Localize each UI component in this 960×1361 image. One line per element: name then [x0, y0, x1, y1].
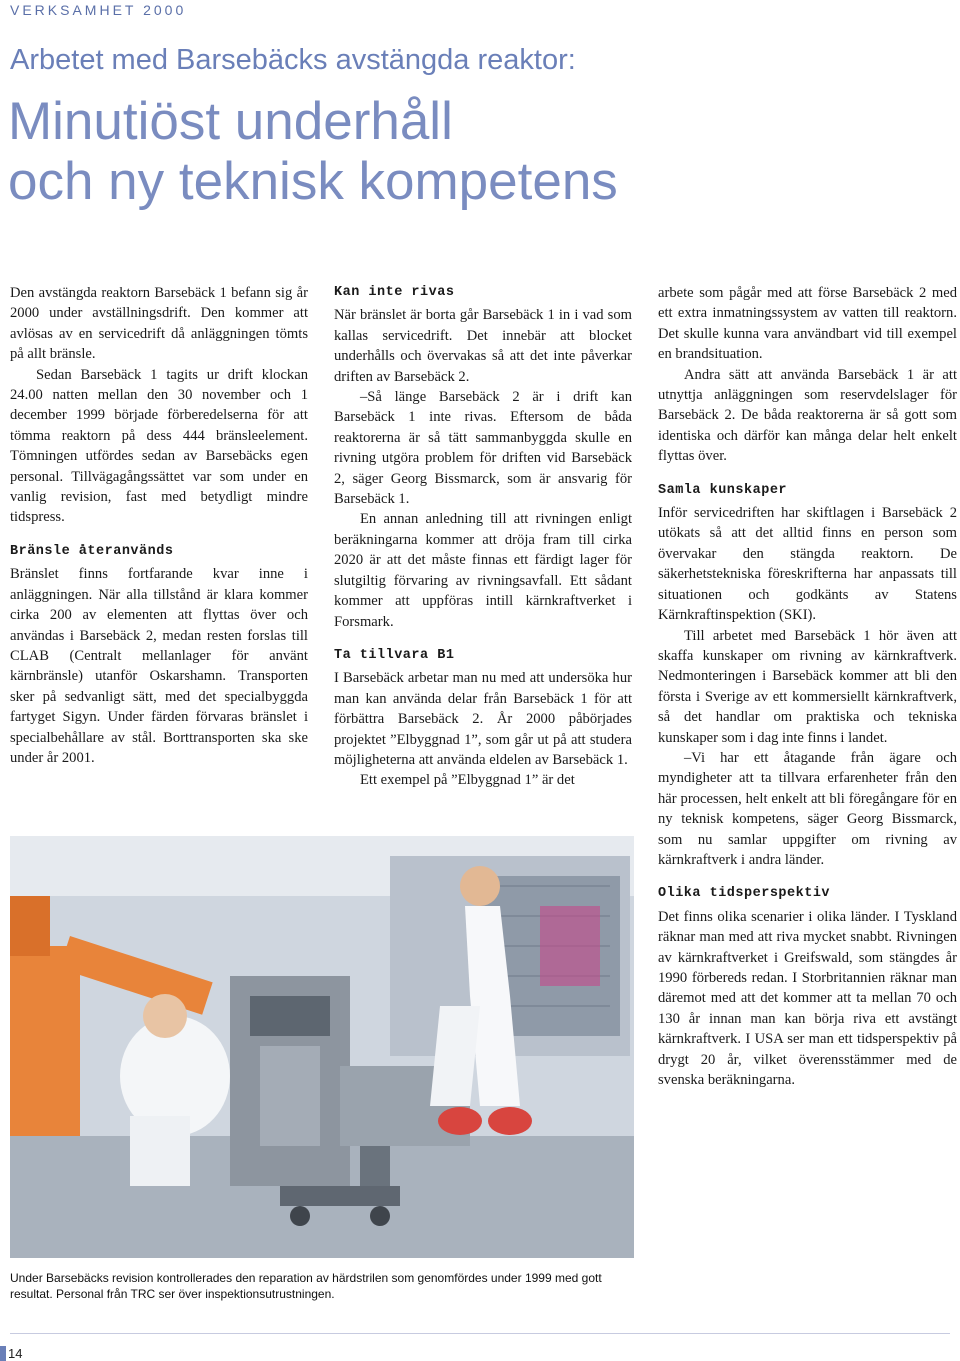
article-headline	[8, 92, 618, 212]
text-column-3	[658, 283, 957, 1090]
headline-line-2: och ny teknisk kompetens	[8, 152, 618, 211]
paragraph: Ett exempel på ”Elbyggnad 1” är det	[360, 772, 575, 789]
text-column-1	[10, 283, 308, 768]
subheading-kan-inte-rivas: Kan inte rivas	[334, 285, 455, 300]
article-kicker: Arbetet med Barsebäcks avstängda reaktor:	[10, 44, 576, 76]
section-tag: VERKSAMHET 2000	[10, 2, 187, 18]
page-number: 14	[0, 1346, 22, 1361]
paragraph: När bränslet är borta går Barsebäck 1 in i vad som kallas servicedrift. Det innebär att blocket underhålls och övervakas så att det inte påverkar driften av Barsebäck 2.	[334, 307, 632, 385]
headline-line-1: Minutiöst underhåll	[8, 92, 453, 151]
paragraph: Den avstängda reaktorn Barsebäck 1 befann sig år 2000 under avställningsdrift. Den kommer att avlösas av en servicedrift då anläggningen tömts på allt bränsle.	[10, 285, 308, 363]
paragraph: Andra sätt att använda Barsebäck 1 är att utnyttja anläggningen som reservdelslager för Barsebäck 2. De båda reaktorerna är så gott som identiska och därför kan många delar helt enkelt flyttas över.	[658, 366, 957, 465]
subheading-bransle: Bränsle återanvänds	[10, 543, 174, 559]
subheading-samla-kunskaper: Samla kunskaper	[658, 482, 788, 498]
article-photo	[10, 836, 634, 1258]
paragraph: Det finns olika scenarier i olika länder. I Tyskland räknar man med att riva mycket snabbt. Rivningen av kärnkraftverket i Greifswald, som stängdes år 1990 förbereds redan. I Storbritannien räknar man däremot med att det kommer att ta mellan 70 och 130 år innan man kan börja riva ett avstängt kärnkraftverk. I USA ser man ett tidsperspektiv på drygt 20 år, vilket överensstämmer med de svenska beräkningarna.	[658, 908, 957, 1089]
paragraph: Till arbetet med Barsebäck 1 hör även att skaffa kunskaper om rivning av kärnkraftverk. Nedmonteringen i Barsebäck kommer att bli den första i Sverige av ett kommersiellt kärnkraftverk, så det handlar om praktiska och tekniska kunskaper som i dag inte finns i landet.	[658, 627, 957, 746]
paragraph: I Barsebäck arbetar man nu med att undersöka hur man kan använda delar från Barsebäck 1 för att förbättra Barsebäck 2. År 2000 påbörjades projektet ”Elbyggnad 1”, som går ut på att studera möjligheterna att använda eldelen av Barsebäck 1.	[334, 670, 632, 768]
photo-illustration	[10, 836, 634, 1258]
paragraph: –Vi har ett åtagande från ägare och myndigheter att ta tillvara erfarenheter från den här processen, helt enkelt att bli föregångare för en ny teknisk kompetens, säger Georg Bissmarck, som nu samlar uppgifter om rivning av kärnkraftverk i andra länder.	[658, 749, 957, 868]
subheading-olika-tidsperspektiv: Olika tidsperspektiv	[658, 886, 831, 902]
paragraph: En annan anledning till att rivningen enligt beräkningarna kommer att dröja fram till cirka 2020 är att det måste finnas ett färdigt lager för slutgiltig förvaring av rivningsavfall. Ett sådant kommer att uppföras intill kärnkraftverket i Forsmark.	[334, 511, 632, 630]
photo-caption: Under Barsebäcks revision kontrollerades den reparation av härdstrilen som genomfördes under 1999 med gott resultat. Personal från TRC ser över inspektionsutrustningen.	[10, 1271, 602, 1301]
paragraph: Inför servicedriften har skiftlagen i Barsebäck 2 utökats så att det alltid finns en person som övervakar den stängda reaktorn. De säkerhetstekniska föreskrifterna har anpassats till situationen och godkänts av Statens Kärnkraftinspektion (SKI).	[658, 505, 957, 624]
subheading-ta-tillvara: Ta tillvara B1	[334, 647, 455, 663]
paragraph: Bränslet finns fortfarande kvar inne i anläggningen. När alla tillstånd är klara kommer cirka 200 av elementen att flyttas över och användas i Barsebäck 2, medan resten forslas till CLAB (Centralt mellanlager för använt kärnbränsle) utanför Oskarshamn. Transporten sker på sedvanligt sätt, med det specialbyggda fartyget Sigyn. Under färden förvaras bränslet i specialbehållare av stål. Borttransporten ska ske under år 2001.	[10, 566, 308, 766]
paragraph: –Så länge Barsebäck 2 är i drift kan Barsebäck 1 inte rivas. Eftersom de båda reaktorerna är så tätt sammanbyggda skulle en rivning utgöra problem för driften vid Barsebäck 2, säger Georg Bissmarck, som är ansvarig för Barsebäck 1.	[334, 389, 632, 508]
footer-rule	[10, 1333, 950, 1334]
paragraph: arbete som pågår med att förse Barsebäck 2 med ett extra inmatningssystem av vatten till reaktorn. Det skulle kunna vara användbart vid till exempel en brandsituation.	[658, 285, 957, 363]
paragraph: Sedan Barsebäck 1 tagits ur drift klockan 24.00 natten mellan den 30 november och 1 december 1999 började förberedelserna för att tömma reaktorn på dess 444 bränsleelement. Tömningen utfördes sedan av Barsebäcks egen personal. Tillvägagångssättet var som under en vanlig revision, fast med betydligt mindre tidspress.	[10, 366, 308, 526]
text-column-2	[334, 283, 632, 791]
